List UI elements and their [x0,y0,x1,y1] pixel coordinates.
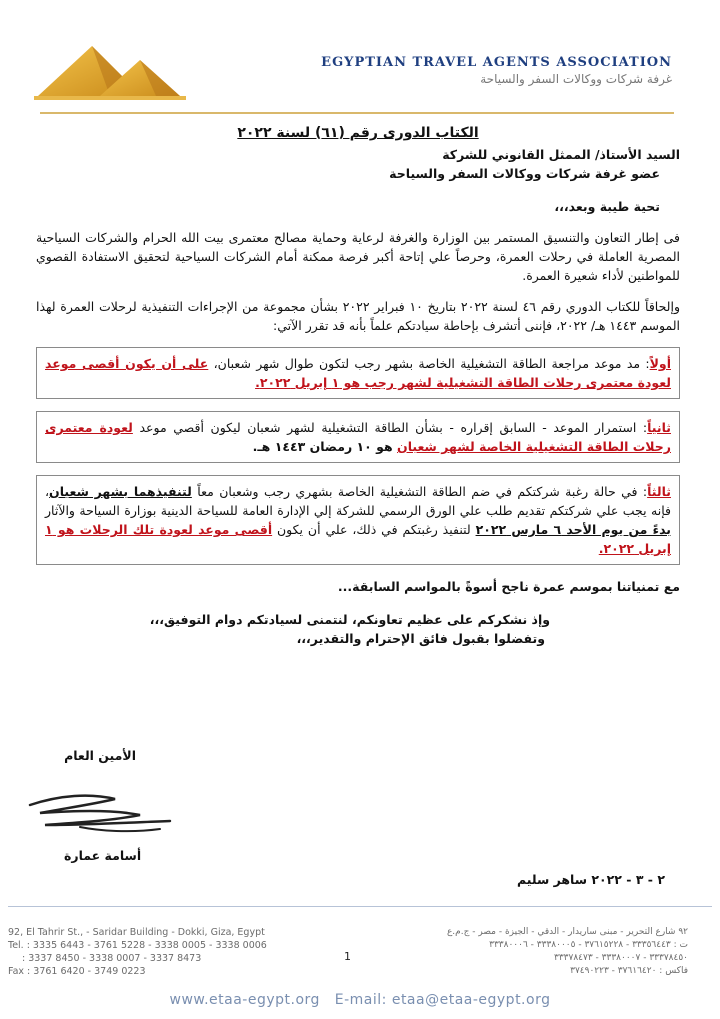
closing-line-3: وتفضلوا بقبول فائق الإحترام والتقدير،،، [296,631,545,646]
item3-label: ثالثاً [647,484,671,499]
addressee-line-2: عضو غرفة شركات ووكالات السفر والسياحة [389,166,660,181]
item-second [36,411,680,463]
signer-name: أسامة عمارة [64,848,142,863]
addressee-line-1: السيد الأستاذ/ الممثل القانوني للشركة [442,147,680,162]
item2-end-text: هو ١٠ رمضان ١٤٤٣ هـ. [252,439,398,454]
tel-line-en-2: : 3337 8450 - 3338 0007 - 3337 8473 [22,953,202,964]
letter-date: ٢ - ٣ - ٢٠٢٢ ساهر سليم [516,872,665,887]
footer-web [0,992,720,1008]
website-link[interactable]: www.etaa-egypt.org [169,992,320,1008]
footer-address-ar [447,926,688,978]
greeting: تحية طيبة وبعد،،، [554,199,660,214]
association-name-ar: غرفة شركات ووكالات السفر والسياحة [480,72,672,86]
signer-title: الأمين العام [64,748,136,763]
footer-address-en [8,926,267,978]
tel-line-ar-1: ت : ٣٣٣٥٦٤٤٣ - ٣٧٦١٥٢٢٨ - ٣٣٣٨٠٠٠٥ - ٣٣٣٨٠٠٠٦ [489,940,688,950]
paragraph-1: فى إطار التعاون والتنسيق المستمر بين الوزارة والغرفة لرعاية وحماية مصالح معتمرى بيت الله الحرام والشركات السياحية المصرية العاملة في رحلات العمرة، وحرصاً علي إتاحة أكبر فرصة ممكنة أمام الشركات السياحية لتحقيق الاستفادة القصوي للمواطنين لأداء شعيرة العمرة. [36,230,680,283]
item1-label: أولاً [649,356,671,371]
item2-text: : استمرار الموعد - السابق إقراره - بشأن الطاقة التشغيلية لشهر شعبان ليكون أقصي موعد [132,420,648,435]
item2-red-text: لعودة معتمرى رحلات الطاقة التشغيلية الخاصة لشهر شعبان [45,420,671,454]
email-link[interactable]: E-mail: etaa@etaa-egypt.org [334,992,551,1008]
handwritten-signature-icon [20,775,180,845]
item3-text-3: لتنفيذ رغبتكم في ذلك، علي أن يكون [272,522,476,537]
letter-title: الكتاب الدورى رقم (٦١) لسنة ٢٠٢٢ [237,125,479,141]
item-third [36,475,680,565]
item3-underlined-2: بدءً من يوم الأحد ٦ مارس ٢٠٢٢ [475,522,671,537]
closing-line-1: مع تمنياتنا بموسم عمرة ناجح أسوةً بالمواسم السابقة... [337,579,680,594]
tel-line-en-1: Tel. : 3335 6443 - 3761 5228 - 3338 0005 - 3338 0006 [8,940,267,951]
footer-divider [8,906,712,907]
item3-text: : في حالة رغبة شركتكم في ضم الطاقة التشغيلية الخاصة بشهري رجب وشعبان معاً [191,484,648,499]
item2-label: ثانياً [647,420,671,435]
letter-body [36,118,680,648]
item3-text-2: ، فإنه يجب علي شركتكم تقديم طلب علي الورق الرسمي للشركة إلي الإدارة العامة للسياحة الدينية بوزارة السياحة والآثار [45,484,671,518]
address-line-ar: ٩٢ شارع التحرير - مبنى ساريدار - الدقي - الجيزة - مصر - ج.م.ع [446,927,688,937]
item1-text: : مد موعد مراجعة الطاقة التشغيلية الخاصة بشهر رجب لتكون طوال شهر شعبان، [208,356,650,371]
item-first [36,347,680,399]
page-number: 1 [344,950,351,963]
closing-line-2: وإذ نشكركم على عظيم تعاونكم، لنتمنى لسيادتكم دوام التوفيق،،، [149,612,550,627]
address-line-en: 92, El Tahrir St., - Saridar Building - Dokki, Giza, Egypt [8,927,265,938]
item3-red-text: أقصى موعد لعودة تلك الرحلات هو ١ إبريل ٢٠٢٢. [45,522,671,556]
fax-line-en: Fax : 3761 6420 - 3749 0223 [8,966,146,977]
association-name-en: EGYPTIAN TRAVEL AGENTS ASSOCIATION [321,55,672,70]
paragraph-2: وإلحاقاً للكتاب الدوري رقم ٤٦ لسنة ٢٠٢٢ بتاريخ ١٠ فبراير ٢٠٢٢ بشأن مجموعة من الإجراءات التنفيذية لرحلات العمرة لهذا الموسم ١٤٤٣ هـ/ ٢٠٢٢، فإننى أتشرف بإحاطة سيادتكم علماً بأنه قد تقرر الآتي: [36,299,681,333]
pyramids-logo-icon [30,38,190,108]
header-divider [40,112,674,114]
fax-line-ar: فاكس : ٣٧٦١٦٤٢٠ - ٣٧٤٩٠٢٢٣ [570,966,688,976]
tel-line-ar-2: ٣٣٣٧٨٤٥٠ - ٣٣٣٨٠٠٠٧ - ٣٣٣٧٨٤٧٣ [554,953,688,963]
item1-red-text: على أن يكون أقصى موعد لعودة معتمرى رحلات الطاقة التشغيلية لشهر رجب هو ١ إبريل ٢٠٢٢. [45,356,671,390]
item3-underlined-1: لتنفيذهما بشهر شعبان [49,484,192,499]
